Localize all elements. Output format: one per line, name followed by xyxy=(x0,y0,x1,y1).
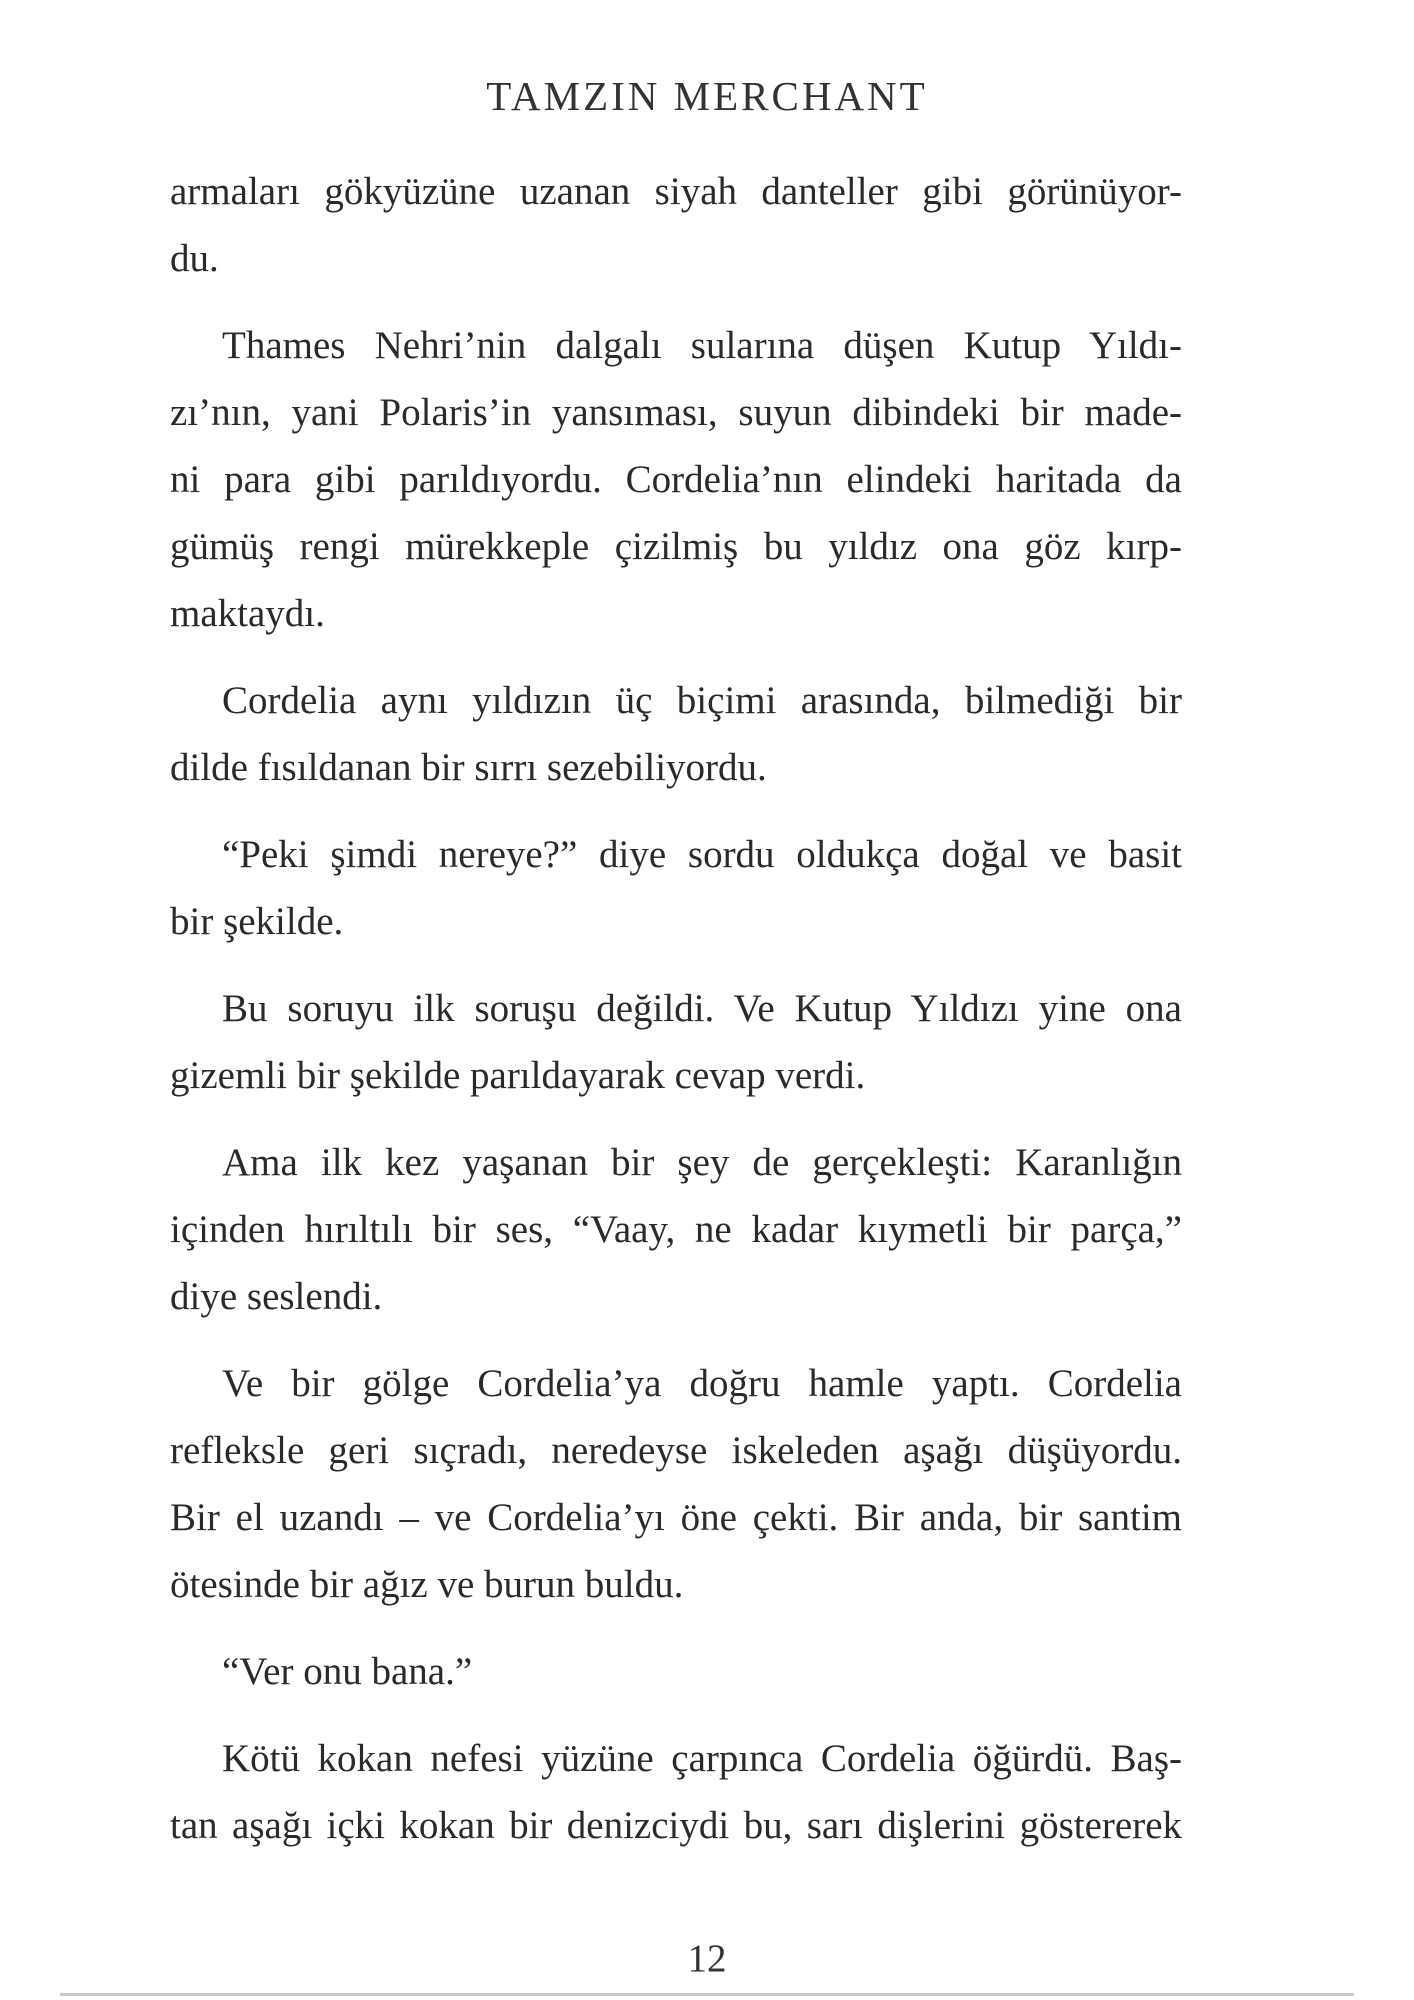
running-header: TAMZIN MERCHANT xyxy=(486,73,928,119)
paragraph-gap xyxy=(170,292,1182,312)
text-line: ni para gibi parıldıyordu. Cordelia’nın elindeki haritada da xyxy=(170,458,1182,501)
paragraph xyxy=(170,158,1182,292)
paragraph xyxy=(170,975,1182,1109)
bottom-rule xyxy=(60,1993,1354,1996)
body-text xyxy=(170,158,1182,1859)
text-line: Ve bir gölge Cordelia’ya doğru hamle yaptı. Cordelia xyxy=(222,1362,1182,1405)
paragraph-gap xyxy=(170,1618,1182,1638)
paragraph xyxy=(170,1638,1182,1705)
paragraph-gap xyxy=(170,1705,1182,1725)
text-line: Bir el uzandı – ve Cordelia’yı öne çekti. Bir anda, bir santim xyxy=(170,1496,1182,1539)
text-line: içinden hırıltılı bir ses, “Vaay, ne kadar kıymetli bir parça,” xyxy=(170,1208,1182,1251)
text-line: diye seslendi. xyxy=(170,1275,383,1318)
text-line: Kötü kokan nefesi yüzüne çarpınca Cordelia öğürdü. Baş- xyxy=(222,1737,1182,1780)
text-line: “Ver onu bana.” xyxy=(222,1650,473,1693)
paragraph xyxy=(170,821,1182,955)
paragraph-gap xyxy=(170,1330,1182,1350)
paragraph xyxy=(170,667,1182,801)
text-line: Thames Nehri’nin dalgalı sularına düşen Kutup Yıldı- xyxy=(222,324,1182,367)
paragraph xyxy=(170,312,1182,647)
text-line: tan aşağı içki kokan bir denizciydi bu, sarı dişlerini göstererek xyxy=(170,1804,1182,1847)
text-line: gizemli bir şekilde parıldayarak cevap verdi. xyxy=(170,1054,866,1097)
paragraph xyxy=(170,1129,1182,1330)
text-line: armaları gökyüzüne uzanan siyah danteller gibi görünüyor- xyxy=(170,170,1182,213)
text-line: du. xyxy=(170,237,219,280)
text-line: Cordelia aynı yıldızın üç biçimi arasında, bilmediği bir xyxy=(222,679,1182,722)
text-line: zı’nın, yani Polaris’in yansıması, suyun dibindeki bir made- xyxy=(170,391,1182,434)
paragraph xyxy=(170,1725,1182,1859)
text-line: gümüş rengi mürekkeple çizilmiş bu yıldız ona göz kırp- xyxy=(170,525,1182,568)
text-line: ötesinde bir ağız ve burun buldu. xyxy=(170,1563,684,1606)
text-line: bir şekilde. xyxy=(170,900,344,943)
text-line: “Peki şimdi nereye?” diye sordu oldukça doğal ve basit xyxy=(222,833,1182,876)
text-line: maktaydı. xyxy=(170,592,325,635)
paragraph-gap xyxy=(170,1109,1182,1129)
paragraph-gap xyxy=(170,801,1182,821)
text-line: refleksle geri sıçradı, neredeyse iskeleden aşağı düşüyordu. xyxy=(170,1429,1182,1472)
paragraph xyxy=(170,1350,1182,1618)
text-line: Bu soruyu ilk soruşu değildi. Ve Kutup Yıldızı yine ona xyxy=(222,987,1182,1030)
text-line: Ama ilk kez yaşanan bir şey de gerçekleşti: Karanlığın xyxy=(222,1141,1182,1184)
paragraph-gap xyxy=(170,955,1182,975)
paragraph-gap xyxy=(170,647,1182,667)
text-line: dilde fısıldanan bir sırrı sezebiliyordu. xyxy=(170,746,767,789)
page-number: 12 xyxy=(687,1937,727,1980)
